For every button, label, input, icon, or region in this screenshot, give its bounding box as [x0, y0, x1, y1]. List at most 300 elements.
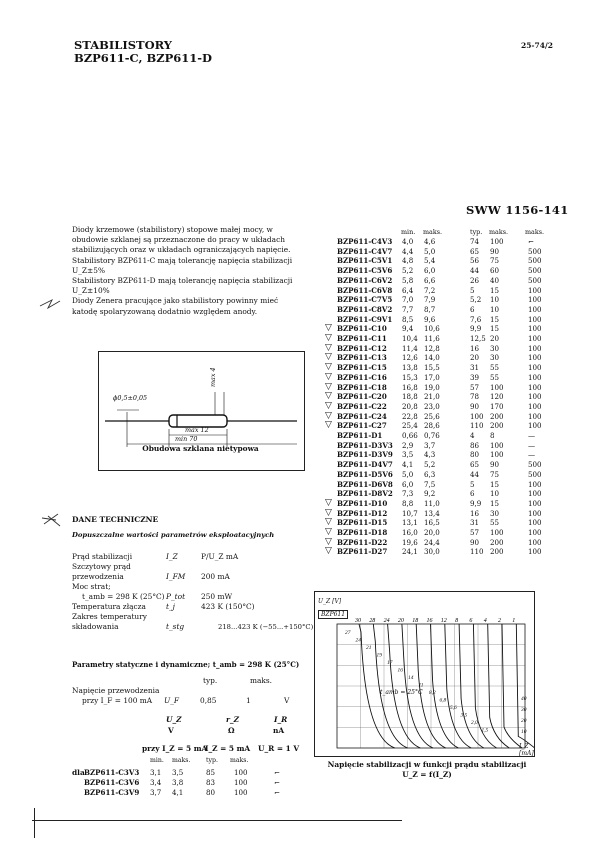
row-ir-maks: 100 — [528, 479, 542, 489]
inner-curve-label: 8,2 — [429, 690, 436, 696]
row-ir-maks: 100 — [528, 489, 542, 499]
intro-paragraph-3: Stabilistory BZP611-D mają tolerancję napięcia stabilizacji U_Z±10% — [72, 276, 293, 296]
row-maks: 100 — [490, 237, 504, 246]
row-ir-maks: 100 — [528, 295, 542, 305]
bottom-rule — [32, 820, 402, 821]
uf-condition: przy I_F = 100 mA — [82, 696, 153, 705]
hdr-min: min. — [401, 228, 416, 236]
lower-row-dash: ⌐ — [274, 777, 280, 787]
row-maks: 55 — [490, 518, 500, 528]
curve-label: 24 — [383, 618, 390, 624]
inner-curve-label: 24 — [355, 637, 361, 644]
row-maks: 200 — [490, 537, 504, 547]
row-ir-maks: 100 — [528, 508, 542, 518]
chart-ylabel: U_Z [V] — [318, 598, 342, 605]
row-min: 9,4 — [402, 324, 414, 334]
row-max: 10,6 — [424, 324, 440, 334]
row-ir-maks: 100 — [528, 334, 542, 343]
limit-label: Moc strat; — [72, 582, 111, 591]
row-maks: 15 — [490, 324, 500, 334]
curve-label: 8 — [455, 618, 459, 624]
row-min: 4,0 — [402, 237, 414, 246]
hdr-maks-2: maks. — [489, 228, 509, 236]
row-typ: 5 — [470, 285, 475, 295]
row-max: 5,4 — [424, 256, 436, 266]
row-min: 10,7 — [402, 508, 418, 518]
row-typ: 80 — [470, 450, 480, 460]
limit-value: 218...423 K (−55...+150°C) — [218, 623, 314, 631]
row-typ: 74 — [470, 237, 480, 246]
row-ir-maks: 100 — [528, 498, 542, 508]
uf-max: 1 — [246, 696, 251, 705]
uz-col: U_Z — [166, 715, 182, 724]
limit-symbol: P_tot — [166, 592, 186, 601]
lower-row-ir: 100 — [234, 777, 248, 787]
row-ir-maks: 100 — [528, 324, 542, 334]
row-typ: 16 — [470, 343, 480, 353]
limits-table — [72, 552, 312, 632]
row-type-name: BZP611-D18 — [337, 528, 388, 537]
row-type-name: BZP611-D22 — [337, 537, 388, 547]
row-max: 28,6 — [424, 421, 440, 431]
row-maks: 200 — [490, 411, 504, 421]
row-type-name: BZP611-D12 — [337, 508, 388, 518]
row-maks: 15 — [490, 498, 500, 508]
row-ir-maks: — — [528, 450, 536, 460]
inner-curve-label: 20 — [521, 718, 527, 724]
row-maks: 20 — [490, 334, 500, 343]
row-min: 20,8 — [402, 401, 418, 411]
row-max: 25,6 — [424, 411, 440, 421]
bottom-tick — [34, 808, 35, 838]
document-title — [74, 39, 212, 65]
row-type-name: BZP611-C27 — [337, 421, 387, 431]
curve-label: 18 — [412, 618, 419, 624]
col-typ: typ. — [203, 676, 218, 685]
row-typ: 4 — [470, 431, 475, 440]
uf-symbol: U_F — [164, 696, 180, 705]
row-min: 8,8 — [402, 498, 414, 508]
row-min: 0,66 — [402, 431, 418, 440]
inner-curve-label: 19 — [376, 652, 382, 659]
row-typ: 6 — [470, 304, 475, 314]
sub-maks-2: maks. — [230, 757, 249, 764]
row-ir-maks: 500 — [528, 266, 542, 276]
lower-row-dash: ⌐ — [274, 787, 280, 797]
row-typ: 26 — [470, 275, 480, 285]
row-ir-maks: 100 — [528, 528, 542, 537]
standard-number: SWW 1156-141 — [466, 203, 569, 217]
triangle-mark-icon: ▽ — [325, 420, 332, 431]
body-length-label: max 12 — [185, 426, 209, 434]
row-ir-maks: 100 — [528, 382, 542, 392]
triangle-mark-icon: ▽ — [325, 391, 332, 402]
triangle-mark-icon: ▽ — [325, 333, 332, 343]
lower-row-min: 3,7 — [150, 787, 162, 797]
inner-curve-label: 30 — [521, 707, 527, 713]
row-min: 2,9 — [402, 440, 414, 450]
row-max: 7,2 — [424, 285, 436, 295]
margin-mark-2 — [40, 508, 68, 532]
row-max: 7,5 — [424, 479, 436, 489]
row-typ: 44 — [470, 266, 480, 276]
chart-condition: t_amb = 25°C — [380, 689, 423, 696]
row-ir-maks: 100 — [528, 285, 542, 295]
row-max: 14,0 — [424, 353, 440, 363]
triangle-mark-icon: ▽ — [325, 536, 332, 547]
triangle-mark-icon: ▽ — [325, 362, 332, 373]
chart-caption — [318, 760, 536, 779]
row-typ: 12,5 — [470, 334, 486, 343]
row-type-name: BZP611-C13 — [337, 353, 387, 363]
limit-row — [72, 552, 312, 562]
uz-unit: V — [168, 726, 174, 735]
lead-diameter-label: ϕ0,5±0,05 — [113, 394, 148, 402]
row-ir-maks: 100 — [528, 421, 542, 431]
rz-col: r_Z — [226, 715, 239, 724]
row-maks: 90 — [490, 460, 500, 470]
row-max: 11,0 — [424, 498, 440, 508]
lower-row-name: BZP611-C3V6 — [84, 777, 140, 787]
limit-value: 250 mW — [201, 592, 233, 601]
triangle-mark-icon: ▽ — [325, 381, 332, 392]
row-max: 13,4 — [424, 508, 440, 518]
lower-row-name: BZP611-C3V9 — [84, 787, 140, 797]
lower-row-ir: 100 — [234, 768, 248, 777]
row-maks: 100 — [490, 382, 504, 392]
row-typ: 44 — [470, 469, 480, 479]
row-type-name: BZP611-D15 — [337, 518, 388, 528]
row-type-name: BZP611-C16 — [337, 372, 387, 382]
title-line-2: BZP611-C, BZP611-D — [74, 51, 213, 65]
row-min: 4,1 — [402, 460, 414, 470]
row-ir-maks: 100 — [528, 372, 542, 382]
row-type-name: BZP611-C12 — [337, 343, 387, 353]
row-min: 4,8 — [402, 256, 414, 266]
hdr-maks-3: maks. — [525, 228, 545, 236]
inner-curve-label: 40 — [521, 696, 527, 702]
row-maks: 120 — [490, 392, 504, 402]
row-maks: 10 — [490, 489, 500, 499]
limit-row — [72, 602, 312, 612]
dla-label: dla — [72, 768, 85, 777]
row-min: 3,5 — [402, 450, 414, 460]
limit-row — [72, 582, 312, 592]
inner-curve-label: 27 — [345, 630, 351, 636]
row-typ: 5,2 — [470, 295, 482, 305]
uf-unit: V — [284, 696, 290, 705]
limit-value: 200 mA — [201, 572, 230, 581]
tech-heading: DANE TECHNICZNE — [72, 515, 159, 524]
row-min: 16,0 — [402, 528, 418, 537]
chart-xlabel: I_Z [mA] — [519, 743, 534, 757]
limit-label: Szczytowy prąd przewodzenia — [72, 562, 131, 581]
row-maks: 30 — [490, 508, 500, 518]
row-type-name: BZP611-D10 — [337, 498, 388, 508]
curve-label: 30 — [355, 618, 361, 624]
row-typ: 16 — [470, 508, 480, 518]
row-typ: 90 — [470, 537, 480, 547]
row-typ: 7,6 — [470, 314, 482, 324]
triangle-mark-icon: ▽ — [325, 400, 332, 411]
row-max: 16,5 — [424, 518, 440, 528]
row-type-name: BZP611-C24 — [337, 411, 387, 421]
limit-symbol: t_stg — [166, 622, 185, 631]
row-max: 20,0 — [424, 528, 440, 537]
limit-label: Zakres temperatury składowania — [72, 612, 147, 631]
row-max: 17,0 — [424, 372, 440, 382]
sub-min: min. — [150, 757, 164, 764]
inner-curve-label: 17 — [387, 660, 393, 666]
row-max: 30,0 — [424, 547, 440, 557]
row-maks: 170 — [490, 401, 504, 411]
row-min: 12,6 — [402, 353, 418, 363]
row-min: 15,3 — [402, 372, 418, 382]
row-min: 16,8 — [402, 382, 418, 392]
limit-row — [72, 592, 312, 602]
inner-curve-label: 2,0 — [471, 720, 478, 726]
row-min: 13,1 — [402, 518, 418, 528]
intro-text — [72, 225, 304, 317]
row-max: 24,4 — [424, 537, 440, 547]
row-max: 4,3 — [424, 450, 436, 460]
row-type-name: BZP611-D3V9 — [337, 450, 393, 460]
row-ir-maks: — — [528, 440, 536, 450]
row-type-name: BZP611-C6V2 — [337, 275, 393, 285]
curve-label: 1 — [512, 618, 516, 624]
row-max: 23,0 — [424, 401, 440, 411]
lower-row-name: BZP611-C3V3 — [84, 768, 140, 777]
row-min: 25,4 — [402, 421, 418, 431]
row-ir-maks: 500 — [528, 460, 542, 470]
curve-label: 16 — [426, 618, 433, 624]
row-max: 5,0 — [424, 246, 436, 256]
total-length-label: min 70 — [175, 435, 198, 443]
rz-unit: Ω — [228, 726, 235, 735]
row-type-name: BZP611-C11 — [337, 334, 387, 343]
row-max: 12,8 — [424, 343, 440, 353]
row-ir-maks: 500 — [528, 256, 542, 266]
sub-typ: typ. — [206, 757, 218, 764]
row-ir-maks: ⌐ — [528, 237, 534, 246]
row-min: 13,8 — [402, 363, 418, 373]
row-ir-maks: — — [528, 431, 536, 440]
row-ir-maks: 100 — [528, 314, 542, 324]
col-maks: maks. — [250, 676, 273, 685]
limit-label: Temperatura złącza — [72, 602, 146, 611]
row-maks: 15 — [490, 479, 500, 489]
intro-paragraph-4: Diody Zenera pracujące jako stabilistory powinny mieć katodę spolaryzowaną dodatnio względem anody. — [72, 296, 279, 316]
row-type-name: BZP611-C5V6 — [337, 266, 393, 276]
row-maks: 100 — [490, 528, 504, 537]
row-max: 3,7 — [424, 440, 436, 450]
inner-curve-label: 3,5 — [460, 712, 468, 719]
row-maks: 55 — [490, 363, 500, 373]
row-type-name: BZP611-C10 — [337, 324, 387, 334]
curve-label: 6 — [469, 618, 473, 624]
triangle-mark-icon: ▽ — [325, 497, 332, 508]
curve-label: 28 — [369, 618, 376, 624]
chart-legend: BZP611 — [318, 610, 348, 619]
lower-row-typ: 85 — [206, 768, 216, 777]
limit-label: t_amb = 298 K (25°C) — [82, 592, 165, 601]
row-type-name: BZP611-D3V3 — [337, 440, 393, 450]
lower-row-min: 3,4 — [150, 777, 162, 787]
row-type-name: BZP611-D8V2 — [337, 489, 393, 499]
row-min: 18,8 — [402, 392, 418, 402]
chart-subtitle: U_Z = f(I_Z) — [402, 769, 452, 779]
title-line-1: STABILISTORY — [74, 38, 173, 52]
inner-curve-label: 1,5 — [481, 727, 489, 734]
row-min: 4,4 — [402, 246, 414, 256]
inner-curve-label: 5,6 — [450, 705, 457, 711]
row-typ: 5 — [470, 479, 475, 489]
row-maks: 8 — [490, 431, 495, 440]
row-max: 9,2 — [424, 489, 436, 499]
intro-paragraph-2: Stabilistory BZP611-C mają tolerancję napięcia stabilizacji U_Z±5% — [72, 255, 293, 275]
row-ir-maks: 100 — [528, 401, 542, 411]
lower-row-max: 3,8 — [172, 777, 184, 787]
curve-label: 20 — [397, 618, 404, 624]
row-min: 7,0 — [402, 295, 414, 305]
row-min: 10,4 — [402, 334, 418, 343]
cond-iz-2: I_Z = 5 mA — [205, 744, 251, 753]
row-type-name: BZP611-D27 — [337, 547, 388, 557]
row-min: 5,0 — [402, 469, 414, 479]
row-type-name: BZP611-C8V2 — [337, 304, 393, 314]
row-ir-maks: 100 — [528, 392, 542, 402]
limit-row — [72, 562, 230, 582]
row-typ: 9,9 — [470, 498, 482, 508]
row-type-name: BZP611-D5V6 — [337, 469, 393, 479]
row-typ: 65 — [470, 460, 480, 470]
row-typ: 9,9 — [470, 324, 482, 334]
inner-curve-label: 10 — [521, 729, 527, 735]
lower-row-dash: ⌐ — [274, 768, 280, 777]
page-code: 25-74/2 — [521, 41, 553, 50]
row-type-name: BZP611-C9V1 — [337, 314, 393, 324]
row-type-name: BZP611-C15 — [337, 363, 387, 373]
row-maks: 75 — [490, 469, 500, 479]
cond-ur: U_R = 1 V — [258, 744, 300, 753]
row-type-name: BZP611-C4V3 — [337, 237, 393, 246]
row-type-name: BZP611-D1 — [337, 431, 383, 440]
uf-label: Napięcie przewodzenia — [72, 686, 160, 695]
row-max: 15,5 — [424, 363, 440, 373]
hdr-typ: typ. — [470, 228, 483, 236]
row-typ: 110 — [470, 421, 484, 431]
ir-col: I_R — [274, 715, 288, 724]
row-type-name: BZP611-C18 — [337, 382, 387, 392]
row-min: 19,6 — [402, 537, 418, 547]
row-typ: 65 — [470, 246, 480, 256]
row-typ: 110 — [470, 547, 484, 557]
row-max: 6,3 — [424, 469, 436, 479]
row-typ: 100 — [470, 411, 484, 421]
limit-row — [72, 612, 314, 632]
chart-title: Napięcie stabilizacji w funkcji prądu stabilizacji — [327, 760, 527, 769]
package-caption: Obudowa szklana nietypowa — [142, 444, 259, 453]
lower-row-typ: 83 — [206, 777, 216, 787]
lower-row-max: 4,1 — [172, 787, 184, 797]
row-typ: 86 — [470, 440, 480, 450]
row-typ: 78 — [470, 392, 480, 402]
row-min: 5,2 — [402, 266, 414, 276]
row-typ: 56 — [470, 256, 480, 266]
row-max: 19,0 — [424, 382, 440, 392]
row-max: 0,76 — [424, 431, 440, 440]
row-maks: 10 — [490, 304, 500, 314]
row-typ: 57 — [470, 382, 480, 392]
row-min: 24,1 — [402, 547, 418, 557]
triangle-mark-icon: ▽ — [325, 507, 332, 518]
row-maks: 15 — [490, 314, 500, 324]
row-min: 7,7 — [402, 304, 414, 314]
row-min: 22,8 — [402, 411, 418, 421]
row-type-name: BZP611-C6V8 — [337, 285, 393, 295]
row-min: 6,4 — [402, 285, 414, 295]
row-max: 11,6 — [424, 334, 440, 343]
row-ir-maks: 500 — [528, 246, 542, 256]
triangle-mark-icon: ▽ — [325, 546, 332, 557]
intro-paragraph-1: Diody krzemowe (stabilistory) stopowe małej mocy, w obudowie szklanej są przeznaczone do pracy w układach stabilizujących oraz w układach ograniczających napięcie. — [72, 225, 291, 255]
row-typ: 31 — [470, 363, 480, 373]
sub-maks: maks. — [172, 757, 191, 764]
triangle-mark-icon: ▽ — [325, 517, 332, 528]
row-type-name: BZP611-C7V5 — [337, 295, 393, 305]
row-type-name: BZP611-C4V7 — [337, 246, 393, 256]
limit-value: P/U_Z mA — [201, 552, 239, 561]
row-max: 4,6 — [424, 237, 436, 246]
limit-symbol: t_j — [166, 602, 175, 611]
limit-symbol: I_FM — [166, 572, 186, 581]
row-ir-maks: 500 — [528, 275, 542, 285]
row-maks: 100 — [490, 440, 504, 450]
package-drawing — [98, 351, 305, 471]
curve-label: 4 — [483, 618, 487, 624]
row-maks: 200 — [490, 421, 504, 431]
lower-row-min: 3,1 — [150, 768, 162, 777]
triangle-mark-icon: ▽ — [325, 342, 332, 353]
row-max: 6,0 — [424, 266, 436, 276]
row-ir-maks: 100 — [528, 411, 542, 421]
triangle-mark-icon: ▽ — [325, 371, 332, 382]
row-min: 8,5 — [402, 314, 414, 324]
row-type-name: BZP611-C20 — [337, 392, 387, 402]
row-max: 8,7 — [424, 304, 436, 314]
row-maks: 40 — [490, 275, 500, 285]
row-maks: 60 — [490, 266, 500, 276]
row-typ: 90 — [470, 401, 480, 411]
row-type-name: BZP611-D6V8 — [337, 479, 393, 489]
limit-symbol: I_Z — [166, 552, 178, 561]
row-maks: 200 — [490, 547, 504, 557]
inner-curve-label: 6,8 — [439, 697, 447, 704]
row-typ: 6 — [470, 489, 475, 499]
row-ir-maks: 100 — [528, 363, 542, 373]
row-ir-maks: 100 — [528, 343, 542, 353]
row-type-name: BZP611-C22 — [337, 401, 387, 411]
row-ir-maks: 100 — [528, 547, 542, 557]
row-type-name: BZP611-C5V1 — [337, 256, 393, 266]
lower-row-max: 3,5 — [172, 768, 184, 777]
triangle-mark-icon: ▽ — [325, 410, 332, 421]
row-maks: 90 — [490, 246, 500, 256]
margin-mark — [38, 292, 68, 314]
row-ir-maks: 100 — [528, 304, 542, 314]
row-min: 6,0 — [402, 479, 414, 489]
ir-unit: nA — [273, 726, 285, 735]
